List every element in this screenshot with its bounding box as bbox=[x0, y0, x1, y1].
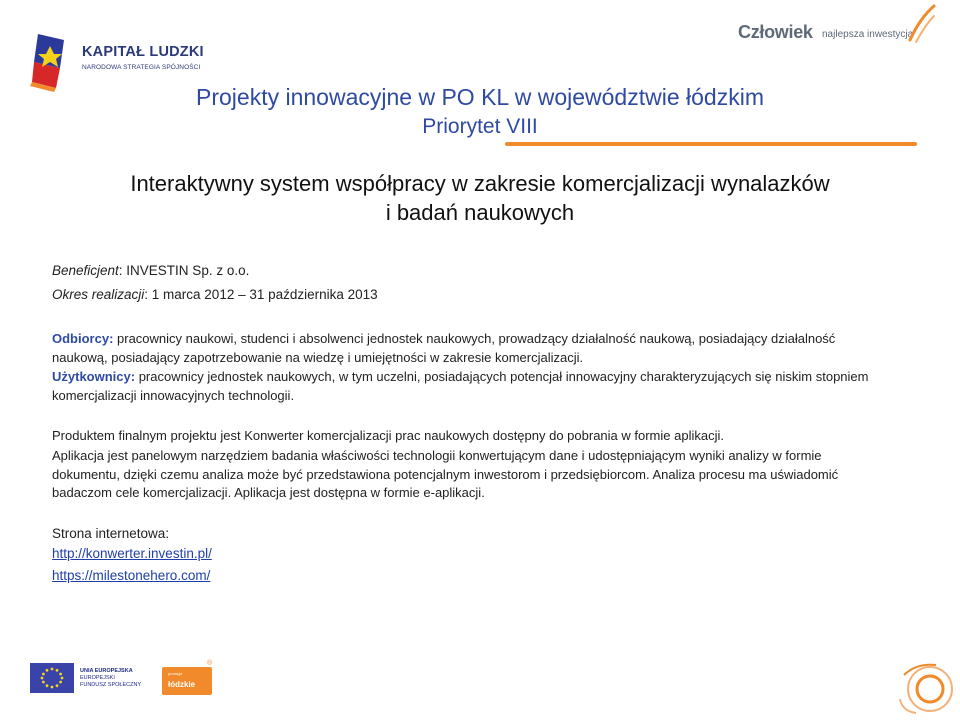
lodzkie-logo bbox=[162, 667, 212, 695]
czlowiek-logo bbox=[738, 18, 938, 58]
website-label: Strona internetowa: bbox=[52, 526, 170, 541]
odbiorcy-paragraph bbox=[52, 330, 892, 367]
eu-caption bbox=[80, 668, 160, 689]
eu-flag-icon bbox=[30, 663, 74, 693]
project-title-line-2: i badań naukowych bbox=[385, 200, 575, 225]
odbiorcy-label: Odbiorcy: bbox=[52, 331, 114, 346]
czlowiek-wordmark: Człowiek bbox=[738, 22, 813, 42]
kapital-ludzki-emblem-icon bbox=[30, 30, 78, 92]
eu-line-3: FUNDUSZ SPOŁECZNY bbox=[80, 682, 142, 688]
swoosh-icon bbox=[906, 4, 936, 44]
eu-stars-icon bbox=[30, 663, 74, 693]
kapital-ludzki-logo bbox=[30, 30, 230, 92]
uzytkownicy-label: Użytkownicy: bbox=[52, 369, 136, 384]
eu-line-1: UNIA EUROPEJSKA bbox=[80, 668, 133, 674]
okres-line bbox=[52, 287, 378, 302]
registered-mark: ® bbox=[207, 660, 213, 667]
page-title: Projekty innowacyjne w PO KL w województwie łódzkim bbox=[196, 84, 764, 110]
produkt-paragraph: Produktem finalnym projektu jest Konwerter komercjalizacji prac naukowych dostępny do pobrania w formie aplikacji. bbox=[52, 428, 724, 443]
lodzkie-small-text: promuje bbox=[168, 671, 183, 676]
okres-label: Okres realizacji bbox=[52, 287, 145, 302]
project-title-line-1: Interaktywny system współpracy w zakresie komercjalizacji wynalazków bbox=[130, 171, 830, 196]
page-subtitle: Priorytet VIII bbox=[422, 115, 538, 138]
kapital-ludzki-title: KAPITAŁ LUDZKI bbox=[82, 44, 204, 60]
beneficjent-label: Beneficjent bbox=[52, 263, 119, 278]
beneficjent-line bbox=[52, 263, 249, 278]
header-accent-rule bbox=[505, 142, 917, 146]
uzytkownicy-text: pracownicy jednostek naukowych, w tym uczelni, posiadających potencjał innowacyjny charakteryzujących się niskim stopniem komercjalizacji innowacyjnych technologii. bbox=[52, 369, 869, 403]
milestonehero-link[interactable]: https://milestonehero.com/ bbox=[52, 568, 211, 583]
czlowiek-tagline: najlepsza inwestycja bbox=[822, 29, 914, 40]
konwerter-link[interactable]: http://konwerter.investin.pl/ bbox=[52, 546, 212, 561]
kapital-ludzki-subtitle: NARODOWA STRATEGIA SPÓJNOŚCI bbox=[82, 64, 201, 71]
corner-decoration-icon bbox=[896, 655, 956, 715]
odbiorcy-text: pracownicy naukowi, studenci i absolwenci jednostek naukowych, prowadzący działalność naukową, posiadający działalność naukową, posiadający zapotrzebowanie na wiedzę i umiejętności w zakresie komercjalizacji. bbox=[52, 331, 836, 365]
okres-value: : 1 marca 2012 – 31 października 2013 bbox=[144, 287, 378, 302]
beneficjent-value: : INVESTIN Sp. z o.o. bbox=[118, 263, 250, 278]
aplikacja-paragraph: Aplikacja jest panelowym narzędziem badania właściwości technologii konwertującym dane i udostępniającym wyniki analizy w formie dokumentu, dzięki czemu analiza może być przedstawiona potencjalnym inwestorom i przedsiębiorcom. Analiza procesu ma uświadomić badaczom cele komercjalizacji. Aplikacja jest dostępna w formie e-aplikacji. bbox=[52, 448, 839, 500]
lodzkie-text: łódzkie bbox=[168, 680, 196, 689]
eu-line-2: EUROPEJSKI bbox=[80, 675, 115, 681]
uzytkownicy-paragraph bbox=[52, 368, 892, 405]
